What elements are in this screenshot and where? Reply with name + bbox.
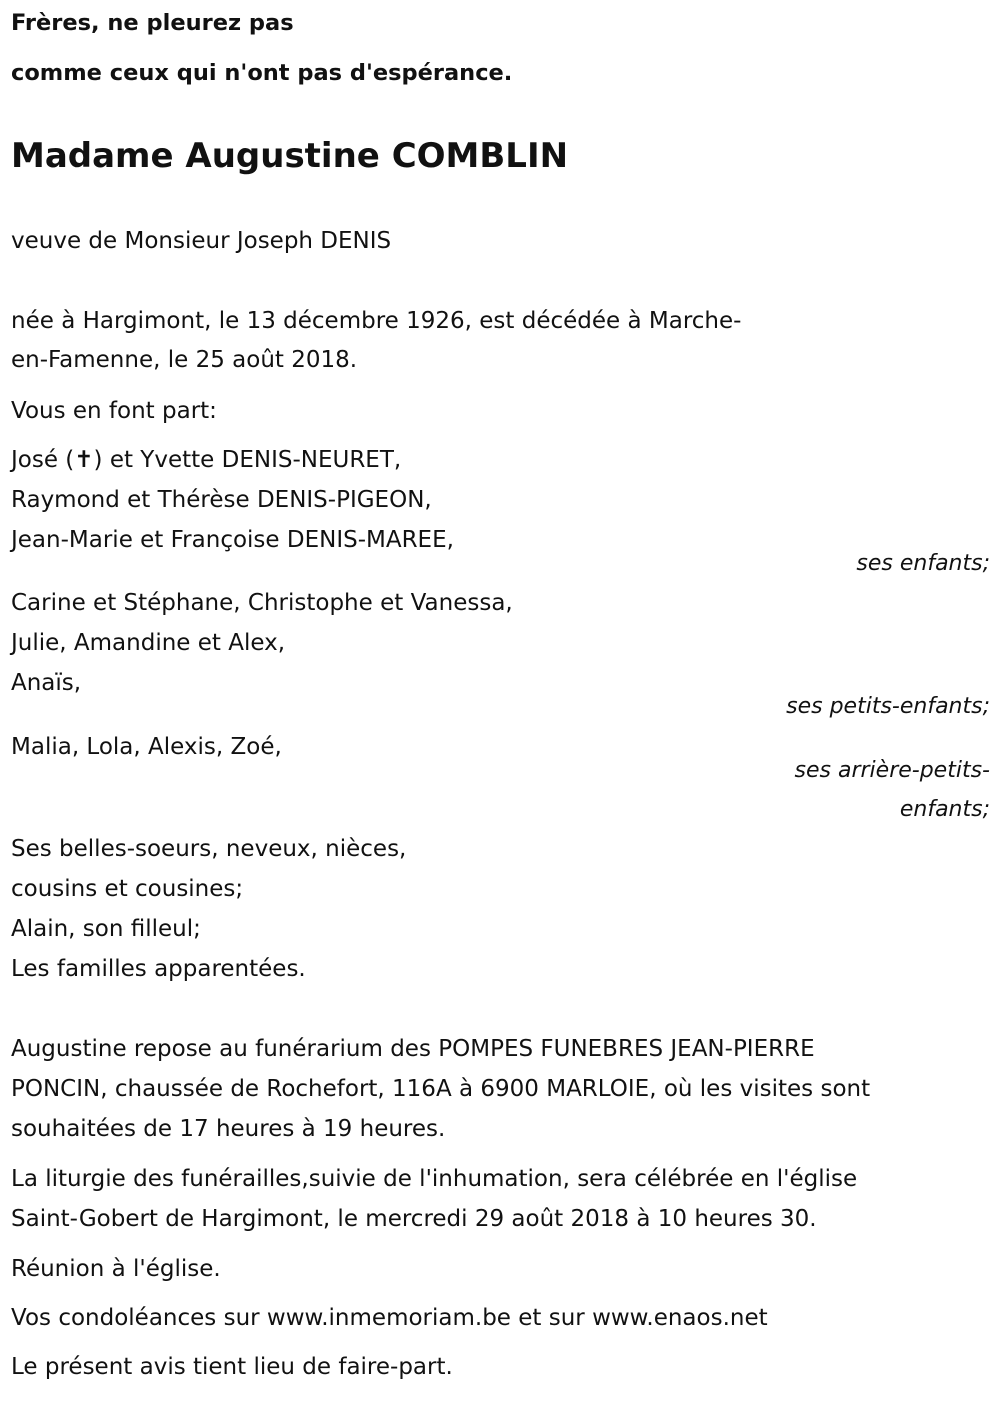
great-grandchildren-role-1: ses arrière-petits- [794,758,990,783]
reunion-line: Réunion à l'église. [11,1256,221,1282]
spouse-line: veuve de Monsieur Joseph DENIS [11,228,392,254]
great-grandchildren-role-2: enfants; [899,797,990,822]
family-line: Les familles apparentées. [11,956,306,982]
repose-line: Augustine repose au funérarium des POMPES FUNEBRES JEAN-PIERRE [11,1036,815,1062]
children-role: ses enfants; [856,551,990,576]
child-line: Raymond et Thérèse DENIS-PIGEON, [11,487,432,513]
grandchild-line: Carine et Stéphane, Christophe et Vanessa, [11,590,513,616]
birth-death-line-2: en-Famenne, le 25 août 2018. [11,347,358,373]
verse-line-2: comme ceux qui n'ont pas d'espérance. [11,60,513,86]
family-line: cousins et cousines; [11,876,244,902]
great-grandchild-line: Malia, Lola, Alexis, Zoé, [11,734,282,760]
deceased-name: Madame Augustine COMBLIN [11,136,569,176]
grandchild-line: Anaïs, [11,670,82,696]
liturgy-line: La liturgie des funérailles,suivie de l'inhumation, sera célébrée en l'église [11,1166,858,1192]
verse-line-1: Frères, ne pleurez pas [11,10,294,36]
grandchild-line: Julie, Amandine et Alex, [11,630,286,656]
family-line: Ses belles-soeurs, neveux, nièces, [11,836,407,862]
repose-line: souhaitées de 17 heures à 19 heures. [11,1116,446,1142]
child-line: Jean-Marie et Françoise DENIS-MAREE, [11,527,454,553]
grandchildren-role: ses petits-enfants; [786,694,990,719]
birth-death-line-1: née à Hargimont, le 13 décembre 1926, est décédée à Marche- [11,308,742,334]
family-line: Alain, son filleul; [11,916,201,942]
condolences-line: Vos condoléances sur www.inmemoriam.be et sur www.enaos.net [11,1305,768,1331]
repose-line: PONCIN, chaussée de Rochefort, 116A à 6900 MARLOIE, où les visites sont [11,1076,871,1102]
announce-line: Vous en font part: [11,398,217,424]
child-line: José (✝) et Yvette DENIS-NEURET, [11,447,402,473]
liturgy-line: Saint-Gobert de Hargimont, le mercredi 29 août 2018 à 10 heures 30. [11,1206,817,1232]
notice-line: Le présent avis tient lieu de faire-part. [11,1354,453,1380]
